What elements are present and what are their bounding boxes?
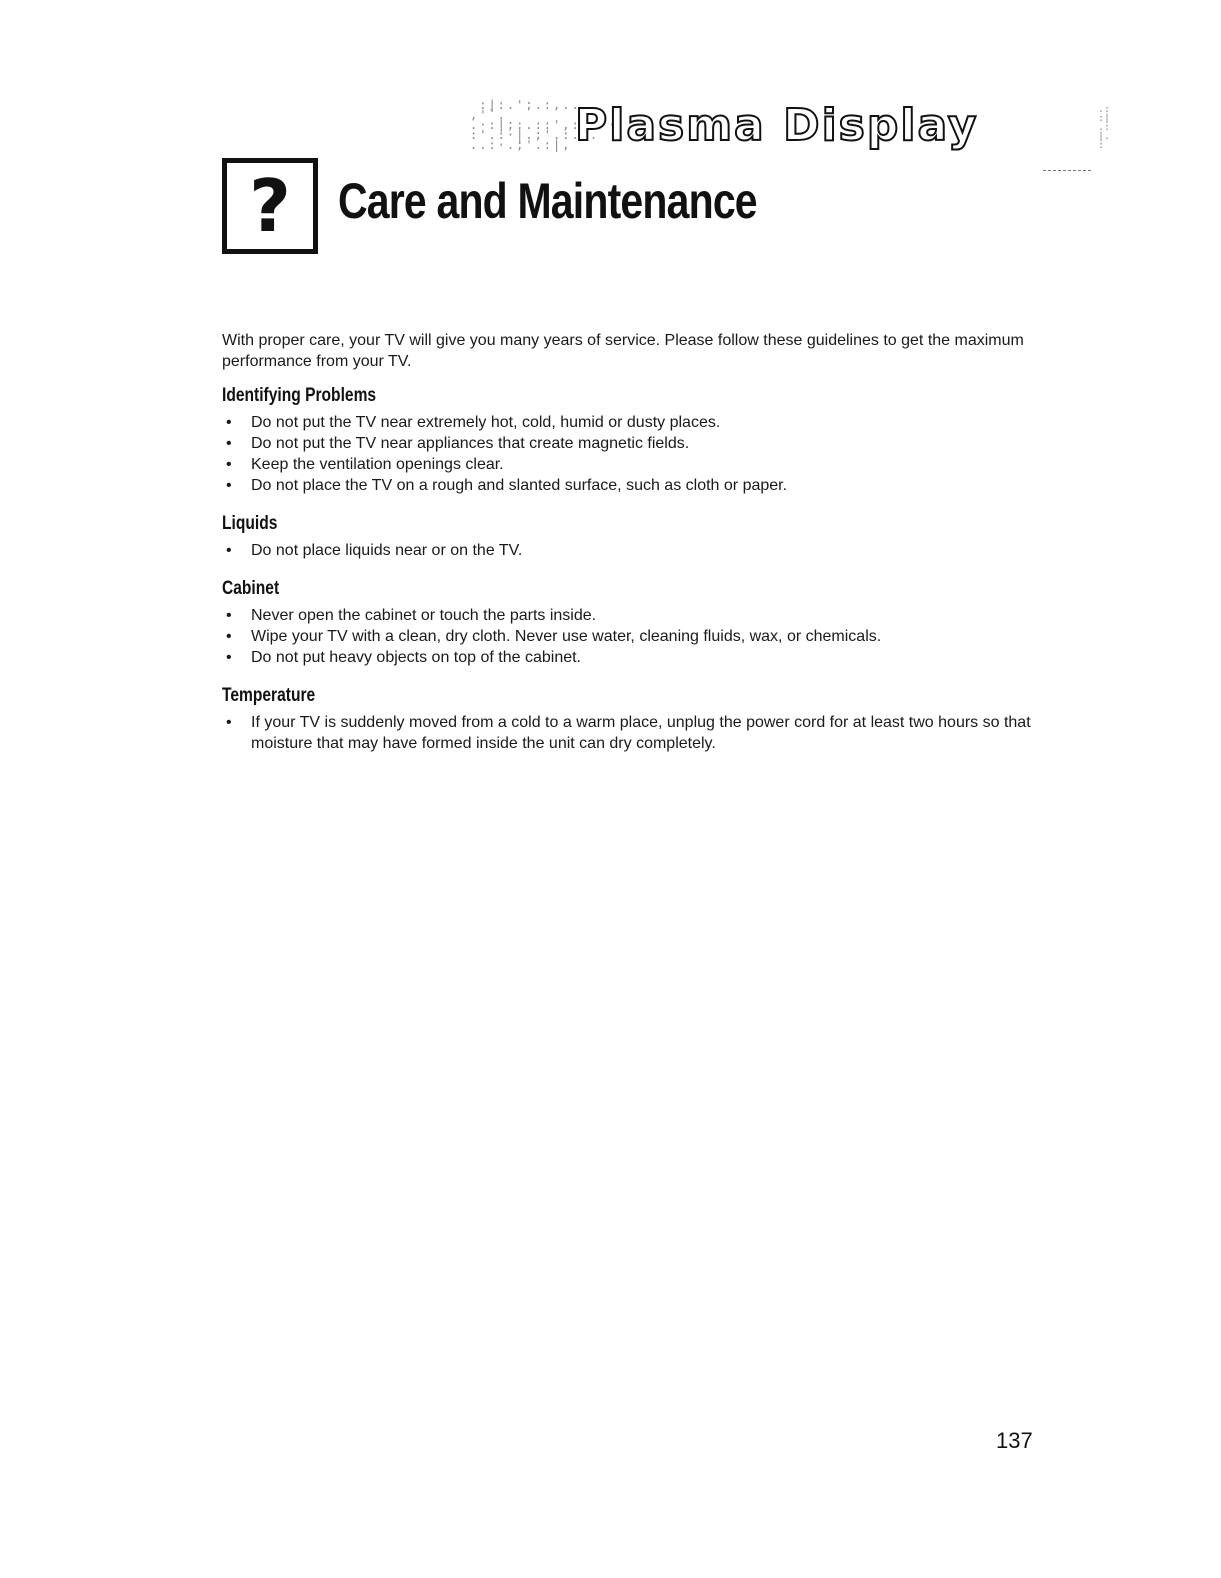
bullet-list (222, 712, 1052, 754)
bullet-icon: • (226, 628, 232, 645)
list-item: • If your TV is suddenly moved from a cold to a warm place, unplug the power cord for at least two hours so that moisture that may have formed inside the unit can dry completely. (226, 714, 1031, 752)
brand-logo: Plasma Display (575, 100, 979, 151)
scan-noise: :|:.';.:,.. ,'`. .·:|;:.::',:..'· :'.:·|.;'.:.·. ..:·.;'.:|, (470, 98, 618, 152)
list-item: • Do not place liquids near or on the TV. (226, 542, 523, 559)
page-number: 137 (996, 1428, 1033, 1453)
intro-paragraph: With proper care, your TV will give you many years of service. Please follow these guidelines to get the maximum performance from your TV. (222, 332, 1024, 370)
bullet-list (222, 412, 1052, 496)
bullet-icon: • (226, 456, 232, 473)
bullet-icon: • (226, 414, 232, 431)
section-heading-liquids: Liquids (222, 513, 278, 534)
bullet-icon: • (226, 477, 232, 494)
list-item: • Do not place the TV on a rough and slanted surface, such as cloth or paper. (226, 477, 788, 494)
list-item: • Never open the cabinet or touch the parts inside. (226, 607, 597, 624)
scan-noise-right: .: :| .: |. : (1098, 104, 1111, 151)
question-mark-icon: ? (222, 158, 318, 254)
bullet-icon: • (226, 607, 232, 624)
list-item: • Wipe your TV with a clean, dry cloth. Never use water, cleaning fluids, wax, or chemicals. (226, 628, 882, 645)
bullet-list (222, 605, 1052, 668)
divider (1043, 170, 1091, 171)
section-heading-cabinet: Cabinet (222, 578, 280, 599)
section-heading-identifying-problems: Identifying Problems (222, 385, 377, 406)
list-item: • Do not put the TV near appliances that create magnetic fields. (226, 435, 690, 452)
bullet-list (222, 540, 1052, 561)
list-item: • Do not put heavy objects on top of the cabinet. (226, 649, 581, 666)
page-title: Care and Maintenance (338, 173, 757, 229)
list-item: • Do not put the TV near extremely hot, cold, humid or dusty places. (226, 414, 721, 431)
list-item: • Keep the ventilation openings clear. (226, 456, 504, 473)
section-heading-temperature: Temperature (222, 685, 316, 706)
bullet-icon: • (226, 542, 232, 559)
bullet-icon: • (226, 435, 232, 452)
document-body (222, 330, 1052, 770)
bullet-icon: • (226, 714, 232, 731)
bullet-icon: • (226, 649, 232, 666)
